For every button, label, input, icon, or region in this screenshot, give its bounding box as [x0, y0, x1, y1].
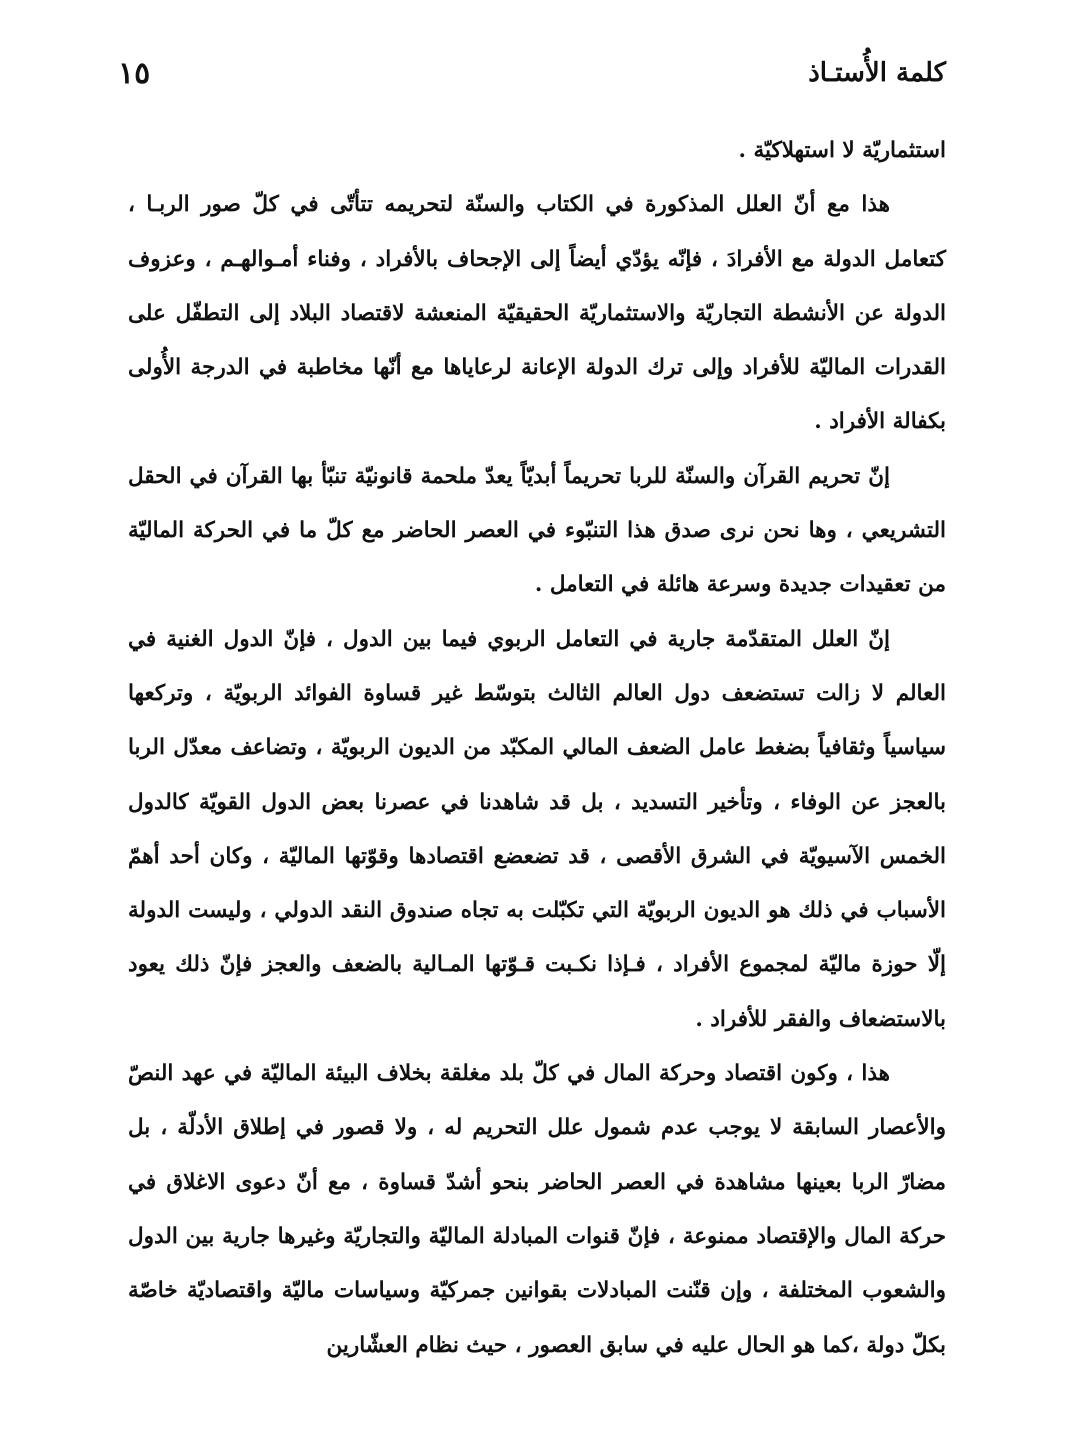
running-title: كلمة الأُستـاذ	[808, 58, 946, 88]
paragraph: هذا مع أنّ العلل المذكورة في الكتاب والسنّة لتحريمه تتأتّى في كلّ صور الربـا ، كتعامل الدولة مع الأفرادَ ، فإنّه يؤدّي أيضاً إلى الإجحاف بالأفراد ، وفناء أمـوالهـم ، وعزوف الدولة عن الأنشطة التجاريّة والاستثماريّة الحقيقيّة المنعشة لاقتصاد البلاد إلى التطفّل على القدرات الماليّة للأفراد وإلى ترك الدولة الإعانة لرعاياها مع أنّها مخاطبة في الدرجة الأُولى بكفالة الأفراد .	[128, 192, 946, 435]
body-text	[128, 124, 946, 1373]
paragraph: إنّ العلل المتقدّمة جارية في التعامل الربوي فيما بين الدول ، فإنّ الدول الغنية في العالم لا زالت تستضعف دول العالم الثالث بتوسّط غير قساوة الفوائد الربويّة ، وتركعها سياسياً وثقافياً بضغط عامل الضعف المالي المكبّد من الديون الربويّة ، وتضاعف معدّل الربا بالعجز عن الوفاء ، وتأخير التسديد ، بل قد شاهدنا في عصرنا بعض الدول القويّة كالدول الخمس الآسيويّة في الشرق الأقصى ، قد تضعضع اقتصادها وقوّتها الماليّة ، وكان أحد أهمّ الأسباب في ذلك هو الديون الربويّة التي تكبّلت به تجاه صندوق النقد الدولي ، وليست الدولة إلّا حوزة ماليّة لمجموع الأفراد ، فـإذا نكـبت قـوّتها المـالية بالضعف والعجز فإنّ ذلك يعود بالاستضعاف والفقر للأفراد .	[128, 626, 946, 1032]
page-number: ١٥	[118, 55, 151, 91]
paragraph-continuation: استثماريّة لا استهلاكيّة .	[738, 138, 946, 163]
paragraph: هذا ، وكون اقتصاد وحركة المال في كلّ بلد مغلقة بخلاف البيئة الماليّة في عهد النصّ والأعصار السابقة لا يوجب عدم شمول علل التحريم له ، ولا قصور في إطلاق الأدلّة ، بل مضارّ الربا بعينها مشاهدة في العصر الحاضر بنحو أشدّ قساوة ، مع أنّ دعوى الاغلاق في حركة المال والإقتصاد ممنوعة ، فإنّ قنوات المبادلة الماليّة والتجاريّة وغيرها جارية بين الدول والشعوب المختلفة ، وإن قنّنت المبادلات بقوانين جمركيّة وسياسات ماليّة واقتصاديّة خاصّة بكلّ دولة ،كما هو الحال عليه في سابق العصور ، حيث نظام العشّارين	[128, 1061, 946, 1358]
paragraph: إنّ تحريم القرآن والسنّة للربا تحريماً أبديّاً يعدّ ملحمة قانونيّة تنبّأ بها القرآن في الحقل التشريعي ، وها نحن نرى صدق هذا التنبّوء في العصر الحاضر مع كلّ ما في الحركة الماليّة من تعقيدات جديدة وسرعة هائلة في التعامل .	[128, 463, 946, 598]
page-header	[118, 48, 946, 98]
